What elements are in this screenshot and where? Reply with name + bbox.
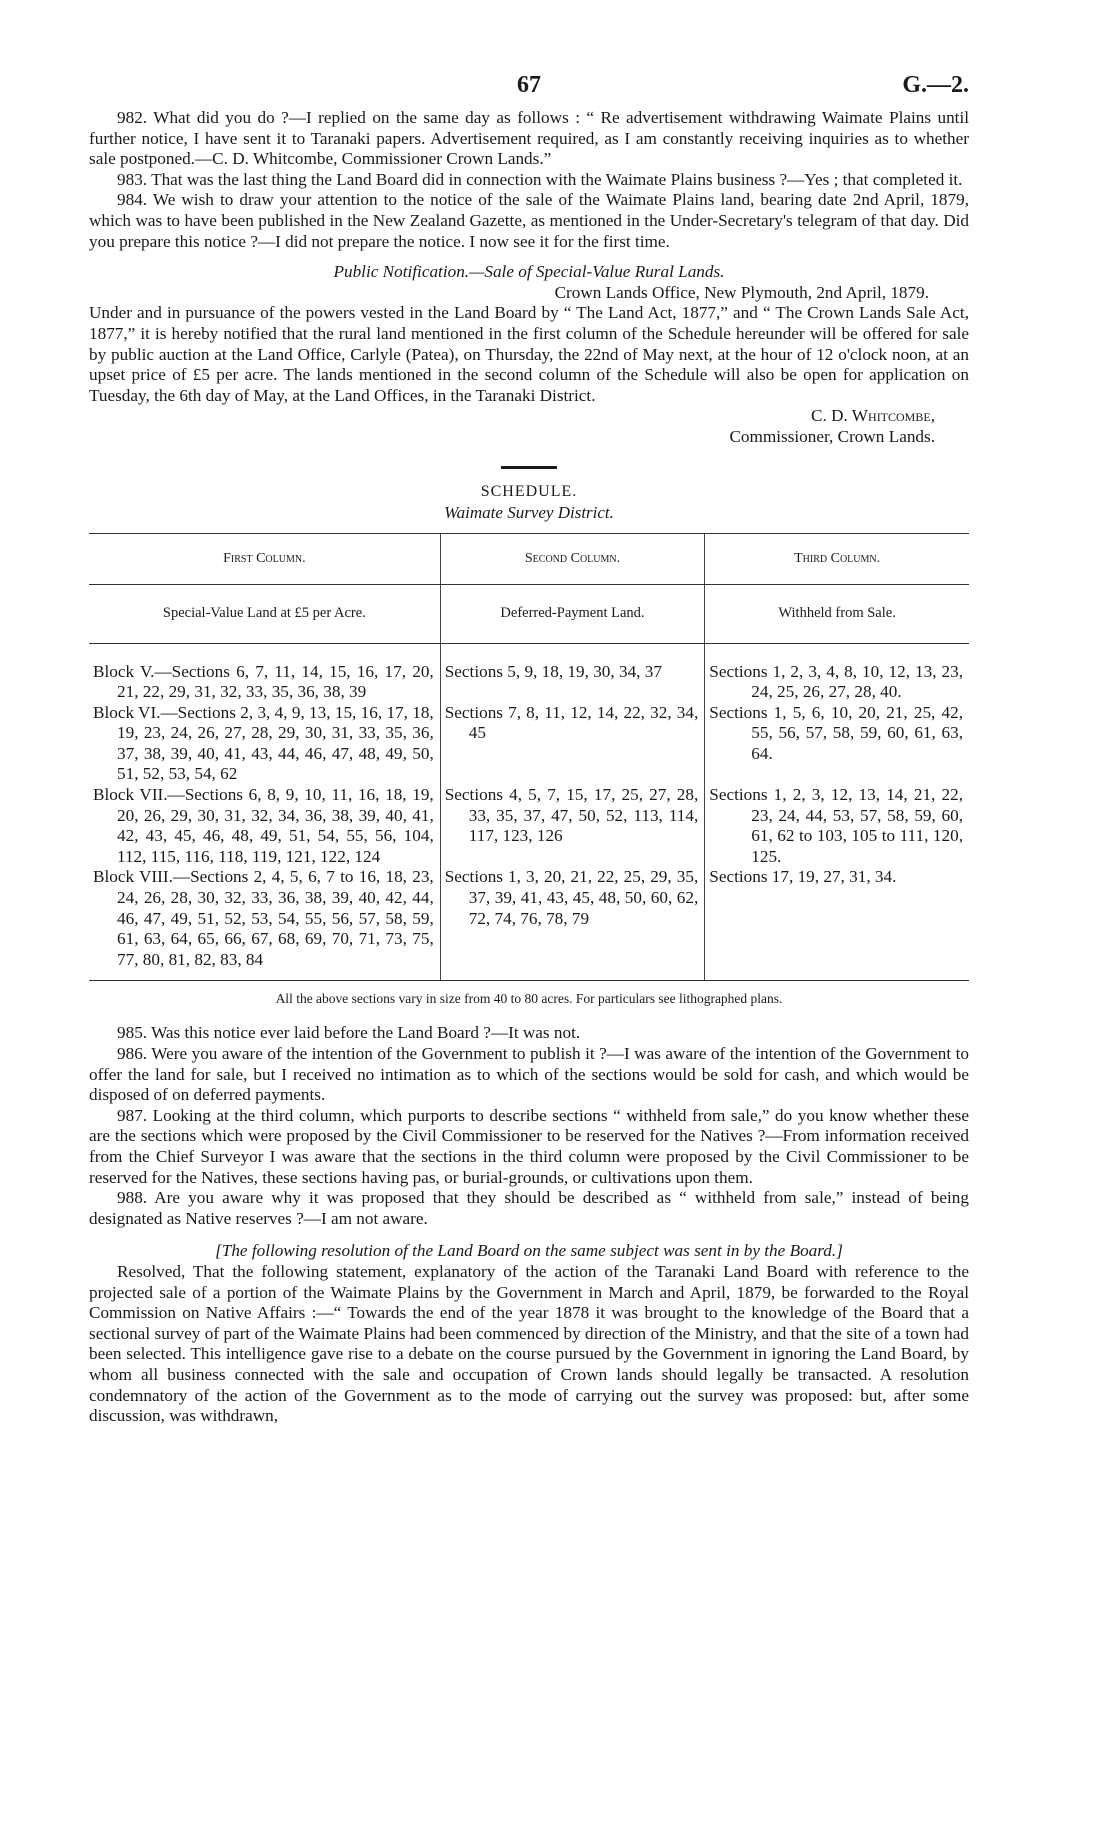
block-vii-third: Sections 1, 2, 3, 12, 13, 14, 21, 22, 23, 24, 44, 53, 57, 58, 59, 60, 61, 62 to 103, 105 to 111, 120, 125. (709, 785, 963, 866)
schedule-table (89, 533, 969, 982)
paragraph-983: 983. That was the last thing the Land Board did in connection with the Waimate Plains business ?—Yes ; that completed it. (117, 169, 963, 189)
schedule-subtitle: Waimate Survey District. (444, 502, 614, 522)
block-vi-third: Sections 1, 5, 6, 10, 20, 21, 25, 42, 55, 56, 57, 58, 59, 60, 61, 63, 64. (709, 702, 963, 763)
schedule-header-row (89, 533, 969, 584)
notice-body: Under and in pursuance of the powers vested in the Land Board by “ The Land Act, 1877,” and “ The Crown Lands Sale Act, 1877,” it is hereby notified that the rural land mentioned in the first column of the Schedule hereunder will be offered for sale by public auction at the Land Office, Carlyle (Patea), on Thursday, the 22nd of May next, at the hour of 12 o'clock noon, at an upset price of £5 per acre. The lands mentioned in the second column of the Schedule will also be open for application on Tuesday, the 6th day of May, at the Land Offices, in the Taranaki District. (89, 303, 969, 405)
table-row (89, 785, 969, 867)
block-v-first: Block V.—Sections 6, 7, 11, 14, 15, 16, 17, 20, 21, 22, 29, 31, 32, 33, 35, 36, 38, 39 (93, 661, 434, 702)
column-header-first: First Column. (89, 533, 440, 584)
block-vi-first: Block VI.—Sections 2, 3, 4, 9, 13, 15, 16, 17, 18, 19, 23, 24, 26, 27, 28, 29, 30, 31, 33, 35, 36, 37, 38, 39, 40, 41, 43, 44, 46, 47, 48, 49, 50, 51, 52, 53, 54, 62 (93, 702, 434, 784)
block-v-second: Sections 5, 9, 18, 19, 30, 34, 37 (444, 661, 662, 681)
table-row (89, 867, 969, 980)
block-viii-third: Sections 17, 19, 27, 31, 34. (709, 867, 897, 887)
schedule-subheader-row (89, 584, 969, 643)
resolution-text: Resolved, That the following statement, explanatory of the action of the Taranaki Land Board with reference to the projected sale of a portion of the Waimate Plains by the Government in March and April, 1879, be forwarded to the Royal Commission on Native Affairs :—“ Towards the end of the year 1878 it was brought to the knowledge of the Board that a sectional survey of part of the Waimate Plains had been commenced by direction of the Ministry, and that the site of a town had been selected. This intelligence gave rise to a debate on the course pursued by the Government in ignoring the Land Board, by whom all business connected with the sale and occupation of Crown lands should legally be transacted. A resolution condemnatory of the action of the Government as to the mode of carrying out the survey was proposed: but, after some discussion, was withdrawn, (89, 1261, 969, 1426)
document-code: G.—2. (902, 72, 969, 98)
block-v-third: Sections 1, 2, 3, 4, 8, 10, 12, 13, 23, 24, 25, 26, 27, 28, 40. (709, 661, 963, 702)
section-divider (501, 466, 557, 469)
table-row (89, 703, 969, 785)
paragraph-988: 988. Are you aware why it was proposed that they should be described as “ withheld from sale,” instead of being designated as Native reserves ?—I am not aware. (89, 1188, 969, 1228)
paragraph-987: 987. Looking at the third column, which purports to describe sections “ withheld from sale,” do you know whether these are the sections which were proposed by the Civil Commissioner to be reserved for the Natives ?—From information received from the Chief Surveyor I was aware that the sections in the third column were proposed by the Civil Commissioner to be reserved for the Natives, these sections having pas, or burial-grounds, or cultivations upon them. (89, 1105, 969, 1187)
block-viii-first: Block VIII.—Sections 2, 4, 5, 6, 7 to 16, 18, 23, 24, 26, 28, 30, 32, 33, 36, 38, 39, 40, 42, 44, 46, 47, 49, 51, 52, 53, 54, 55, 56, 57, 58, 59, 61, 63, 64, 65, 66, 67, 68, 69, 70, 71, 73, 75, 77, 80, 81, 82, 83, 84 (93, 867, 434, 969)
column-header-second: Second Column. (440, 533, 705, 584)
block-viii-second: Sections 1, 3, 20, 21, 22, 25, 29, 35, 37, 39, 41, 43, 45, 48, 50, 60, 62, 72, 74, 76, 78, 79 (444, 867, 699, 928)
column-subheader-third: Withheld from Sale. (705, 584, 969, 643)
block-vi-second: Sections 7, 8, 11, 12, 14, 22, 32, 34, 45 (444, 702, 699, 743)
column-subheader-first: Special-Value Land at £5 per Acre. (89, 584, 440, 643)
table-row (89, 643, 969, 703)
block-vii-first: Block VII.—Sections 6, 8, 9, 10, 11, 16, 18, 19, 20, 26, 29, 30, 31, 32, 34, 36, 38, 39, 40, 41, 42, 43, 45, 46, 48, 49, 51, 54, 55, 56, 104, 112, 115, 116, 118, 119, 121, 122, 124 (93, 785, 434, 866)
block-vii-second: Sections 4, 5, 7, 15, 17, 25, 27, 28, 33, 35, 37, 47, 50, 52, 113, 114, 117, 123, 126 (444, 785, 699, 846)
schedule-title: SCHEDULE. (480, 482, 578, 500)
paragraph-986: 986. Were you aware of the intention of the Government to publish it ?—I was aware of the intention of the Government to offer the land for sale, but I received no intimation as to which of the sections would be sold for cash, and which would be disposed of on deferred payments. (89, 1044, 969, 1105)
schedule-footnote: All the above sections vary in size from 40 to 80 acres. For particulars see lithographed plans. (275, 991, 783, 1007)
paragraph-984: 984. We wish to draw your attention to the notice of the sale of the Waimate Plains land, bearing date 2nd April, 1879, which was to have been published in the New Zealand Gazette, as mentioned in the Under-Secretary's telegram of that day. Did you prepare this notice ?—I did not prepare the notice. I now see it for the first time. (89, 190, 969, 251)
resolution-heading: [The following resolution of the Land Board on the same subject was sent in by the Board.] (215, 1241, 843, 1261)
page-header (89, 72, 969, 108)
paragraph-985: 985. Was this notice ever laid before the Land Board ?—It was not. (117, 1023, 581, 1043)
document-page (89, 72, 969, 1427)
notice-signatory: C. D. Whitcombe, (811, 406, 935, 426)
column-header-third: Third Column. (705, 533, 969, 584)
notice-office-line: Crown Lands Office, New Plymouth, 2nd April, 1879. (554, 282, 929, 302)
notice-signatory-title: Commissioner, Crown Lands. (729, 426, 935, 446)
notice-title: Public Notification.—Sale of Special-Value Rural Lands. (333, 262, 725, 282)
column-subheader-second: Deferred-Payment Land. (440, 584, 705, 643)
page-number: 67 (517, 72, 541, 98)
paragraph-982: 982. What did you do ?—I replied on the same day as follows : “ Re advertisement withdrawing Waimate Plains until further notice, I have sent it to Taranaki papers. Advertisement required, as I am constantly receiving inquiries as to whether sale postponed.—C. D. Whitcombe, Commissioner Crown Lands.” (89, 108, 969, 169)
